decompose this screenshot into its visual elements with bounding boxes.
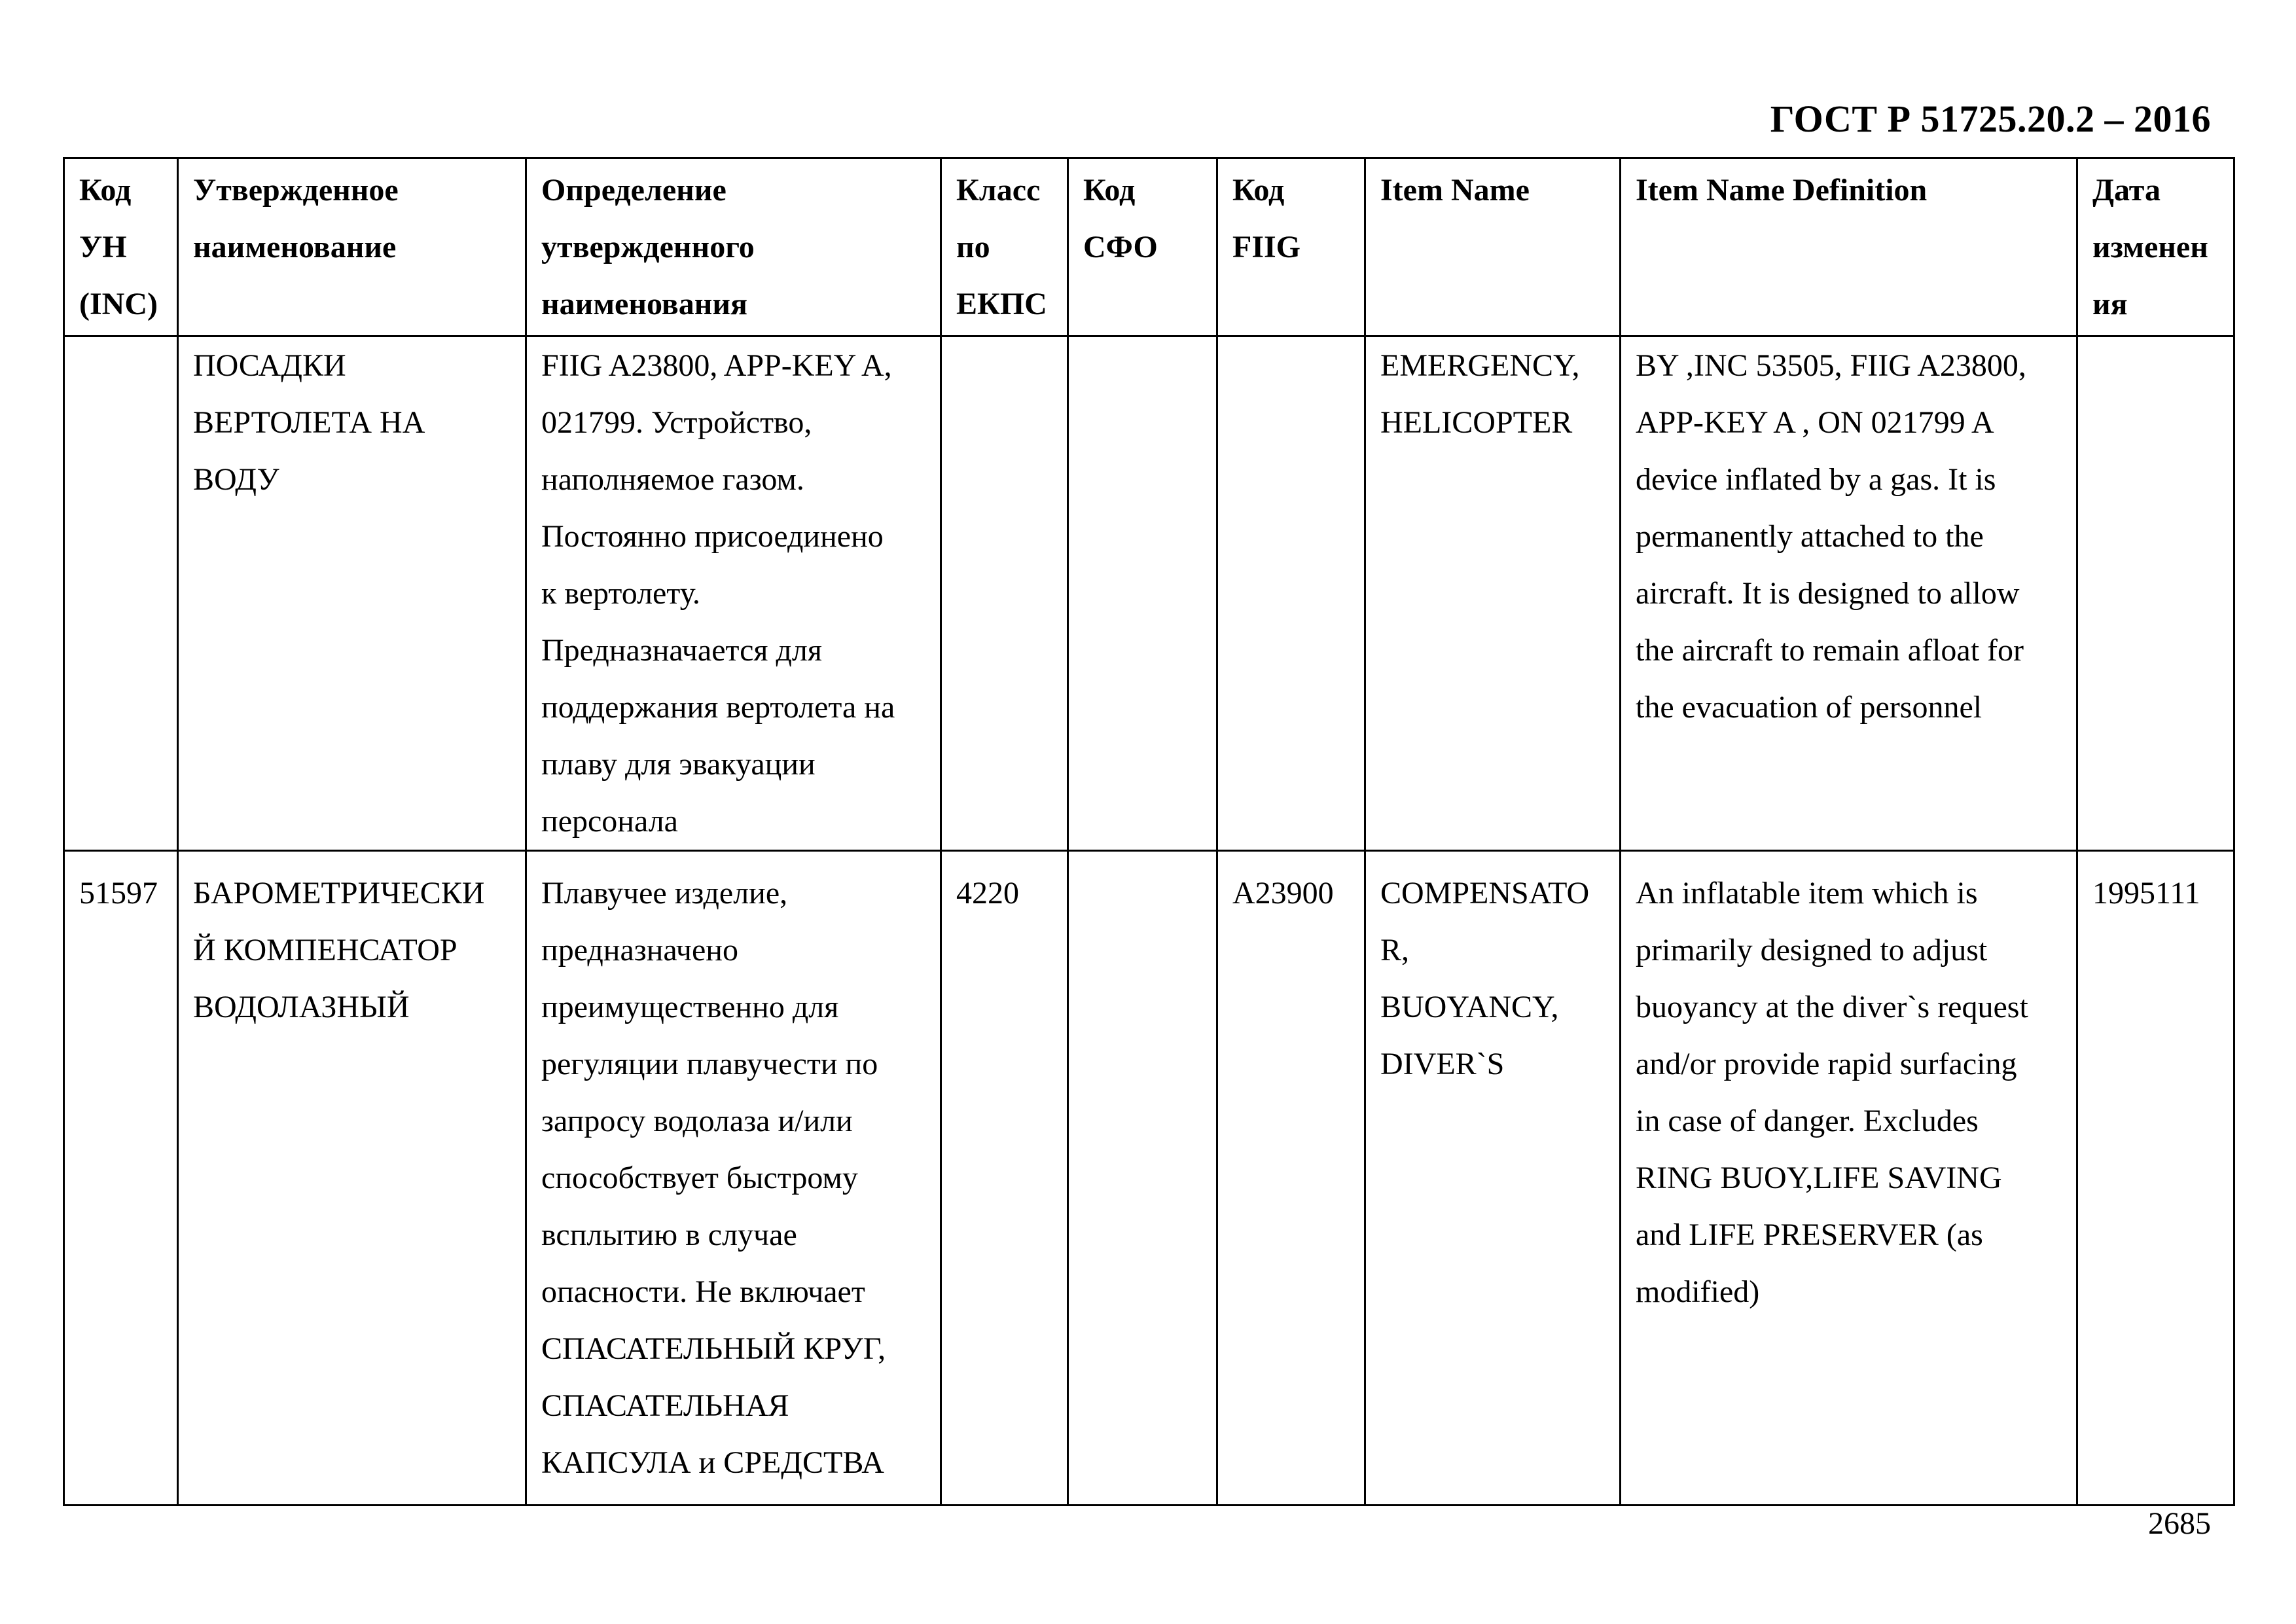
column-header-line: ЕКПС (956, 287, 1047, 321)
cell-item-def (1621, 336, 2077, 851)
cell-ekps (941, 336, 1068, 851)
cell-line: device inflated by a gas. It is (1636, 462, 1996, 497)
column-header-line: наименования (541, 287, 747, 321)
column-header-item-name (1365, 158, 1621, 336)
column-header-fiig (1217, 158, 1365, 336)
column-header-sfo (1068, 158, 1217, 336)
cell-line: БАРОМЕТРИЧЕСКИ (193, 876, 485, 911)
cell-line: ПОСАДКИ (193, 348, 346, 383)
cell-line: aircraft. It is designed to allow (1636, 576, 2020, 611)
column-header-line: по (956, 230, 990, 264)
cell-line: RING BUOY,LIFE SAVING (1636, 1161, 2002, 1195)
cell-item-name (1365, 336, 1621, 851)
cell-line: к вертолету. (541, 576, 700, 611)
cell-line: КАПСУЛА и СРЕДСТВА (541, 1445, 884, 1480)
cell-item-name (1365, 851, 1621, 1506)
cell-line: способствует быстрому (541, 1161, 858, 1195)
cell-date (2077, 336, 2234, 851)
cell-line: EMERGENCY, (1380, 348, 1580, 383)
column-header-line: СФО (1083, 230, 1158, 264)
column-header-ekps (941, 158, 1068, 336)
cell-line: the evacuation of personnel (1636, 690, 1982, 725)
cell-line: регуляции плавучести по (541, 1047, 878, 1081)
cell-definition (526, 336, 941, 851)
cell-line: buoyancy at the diver`s request (1636, 990, 2028, 1024)
column-header-line: УН (79, 230, 127, 264)
column-header-line: Класс (956, 173, 1041, 208)
column-header-date (2077, 158, 2234, 336)
cell-line: FIIG A23800, APP-KEY A, (541, 348, 892, 383)
column-header-line: Item Name (1380, 173, 1530, 208)
column-header-line: Определение (541, 173, 726, 208)
cell-sfo (1068, 851, 1217, 1506)
cell-line: the aircraft to remain afloat for (1636, 633, 2024, 668)
cell-line: СПАСАТЕЛЬНАЯ (541, 1388, 789, 1423)
cell-line: Й КОМПЕНСАТОР (193, 933, 457, 967)
column-header-line: Дата (2092, 173, 2161, 208)
column-header-line: изменен (2092, 230, 2208, 264)
column-header-line: наименование (193, 230, 397, 264)
table-row (64, 336, 2234, 851)
cell-sfo (1068, 336, 1217, 851)
cell-line: Предназначается для (541, 633, 822, 668)
cell-line: An inflatable item which is (1636, 876, 1978, 911)
column-header-item-def (1621, 158, 2077, 336)
column-header-line: ия (2092, 287, 2128, 321)
column-header-line: утвержденного (541, 230, 755, 264)
cell-line: APP-KEY A , ON 021799 A (1636, 405, 1994, 440)
column-header-line: Код (79, 173, 132, 208)
cell-inc (64, 336, 178, 851)
cell-line: ВОДОЛАЗНЫЙ (193, 990, 410, 1024)
cell-line: всплытию в случае (541, 1218, 797, 1252)
cell-line: ВОДУ (193, 462, 279, 497)
cell-line: СПАСАТЕЛЬНЫЙ КРУГ, (541, 1331, 886, 1366)
cell-line: modified) (1636, 1274, 1760, 1309)
column-header-line: Код (1232, 173, 1285, 208)
column-header-line: Утвержденное (193, 173, 399, 208)
cell-line: преимущественно для (541, 990, 839, 1024)
cell-item-def (1621, 851, 2077, 1506)
cell-line: R, (1380, 933, 1410, 967)
cell-line: primarily designed to adjust (1636, 933, 1988, 967)
classification-table (63, 157, 2235, 1506)
cell-line: поддержания вертолета на (541, 690, 895, 725)
cell-line: and LIFE PRESERVER (as (1636, 1218, 1983, 1252)
cell-fiig (1217, 336, 1365, 851)
cell-line: 51597 (79, 876, 158, 911)
cell-line: BY ,INC 53505, FIIG A23800, (1636, 348, 2026, 383)
column-header-line: Код (1083, 173, 1136, 208)
cell-line: Плавучее изделие, (541, 876, 788, 911)
cell-line: and/or provide rapid surfacing (1636, 1047, 2017, 1081)
cell-line: COMPENSATO (1380, 876, 1590, 911)
cell-line: 1995111 (2092, 876, 2200, 911)
cell-line: предназначено (541, 933, 738, 967)
cell-line: опасности. Не включает (541, 1274, 865, 1309)
cell-line: запросу водолаза и/или (541, 1104, 853, 1138)
cell-fiig (1217, 851, 1365, 1506)
cell-approved-name (178, 336, 526, 851)
cell-approved-name (178, 851, 526, 1506)
cell-line: in case of danger. Excludes (1636, 1104, 1979, 1138)
cell-line: ВЕРТОЛЕТА НА (193, 405, 425, 440)
cell-line: Постоянно присоединено (541, 519, 884, 554)
cell-definition (526, 851, 941, 1506)
document-code-header: ГОСТ Р 51725.20.2 – 2016 (1770, 98, 2211, 140)
column-header-line: Item Name Definition (1636, 173, 1928, 208)
cell-line: 4220 (956, 876, 1019, 911)
cell-line: A23900 (1232, 876, 1334, 911)
cell-ekps (941, 851, 1068, 1506)
cell-line: наполняемое газом. (541, 462, 804, 497)
cell-line: персонала (541, 804, 678, 839)
column-header-line: FIIG (1232, 230, 1301, 264)
cell-date (2077, 851, 2234, 1506)
cell-line: permanently attached to the (1636, 519, 1984, 554)
column-header-line: (INC) (79, 287, 158, 321)
table-header-row (64, 158, 2234, 336)
page-number: 2685 (2148, 1506, 2211, 1541)
table-body (64, 336, 2234, 1506)
table-row (64, 851, 2234, 1506)
cell-line: плаву для эвакуации (541, 747, 816, 782)
cell-line: 021799. Устройство, (541, 405, 812, 440)
column-header-definition (526, 158, 941, 336)
cell-line: BUOYANCY, (1380, 990, 1559, 1024)
column-header-inc (64, 158, 178, 336)
cell-line: HELICOPTER (1380, 405, 1573, 440)
column-header-approved-name (178, 158, 526, 336)
cell-inc (64, 851, 178, 1506)
cell-line: DIVER`S (1380, 1047, 1505, 1081)
